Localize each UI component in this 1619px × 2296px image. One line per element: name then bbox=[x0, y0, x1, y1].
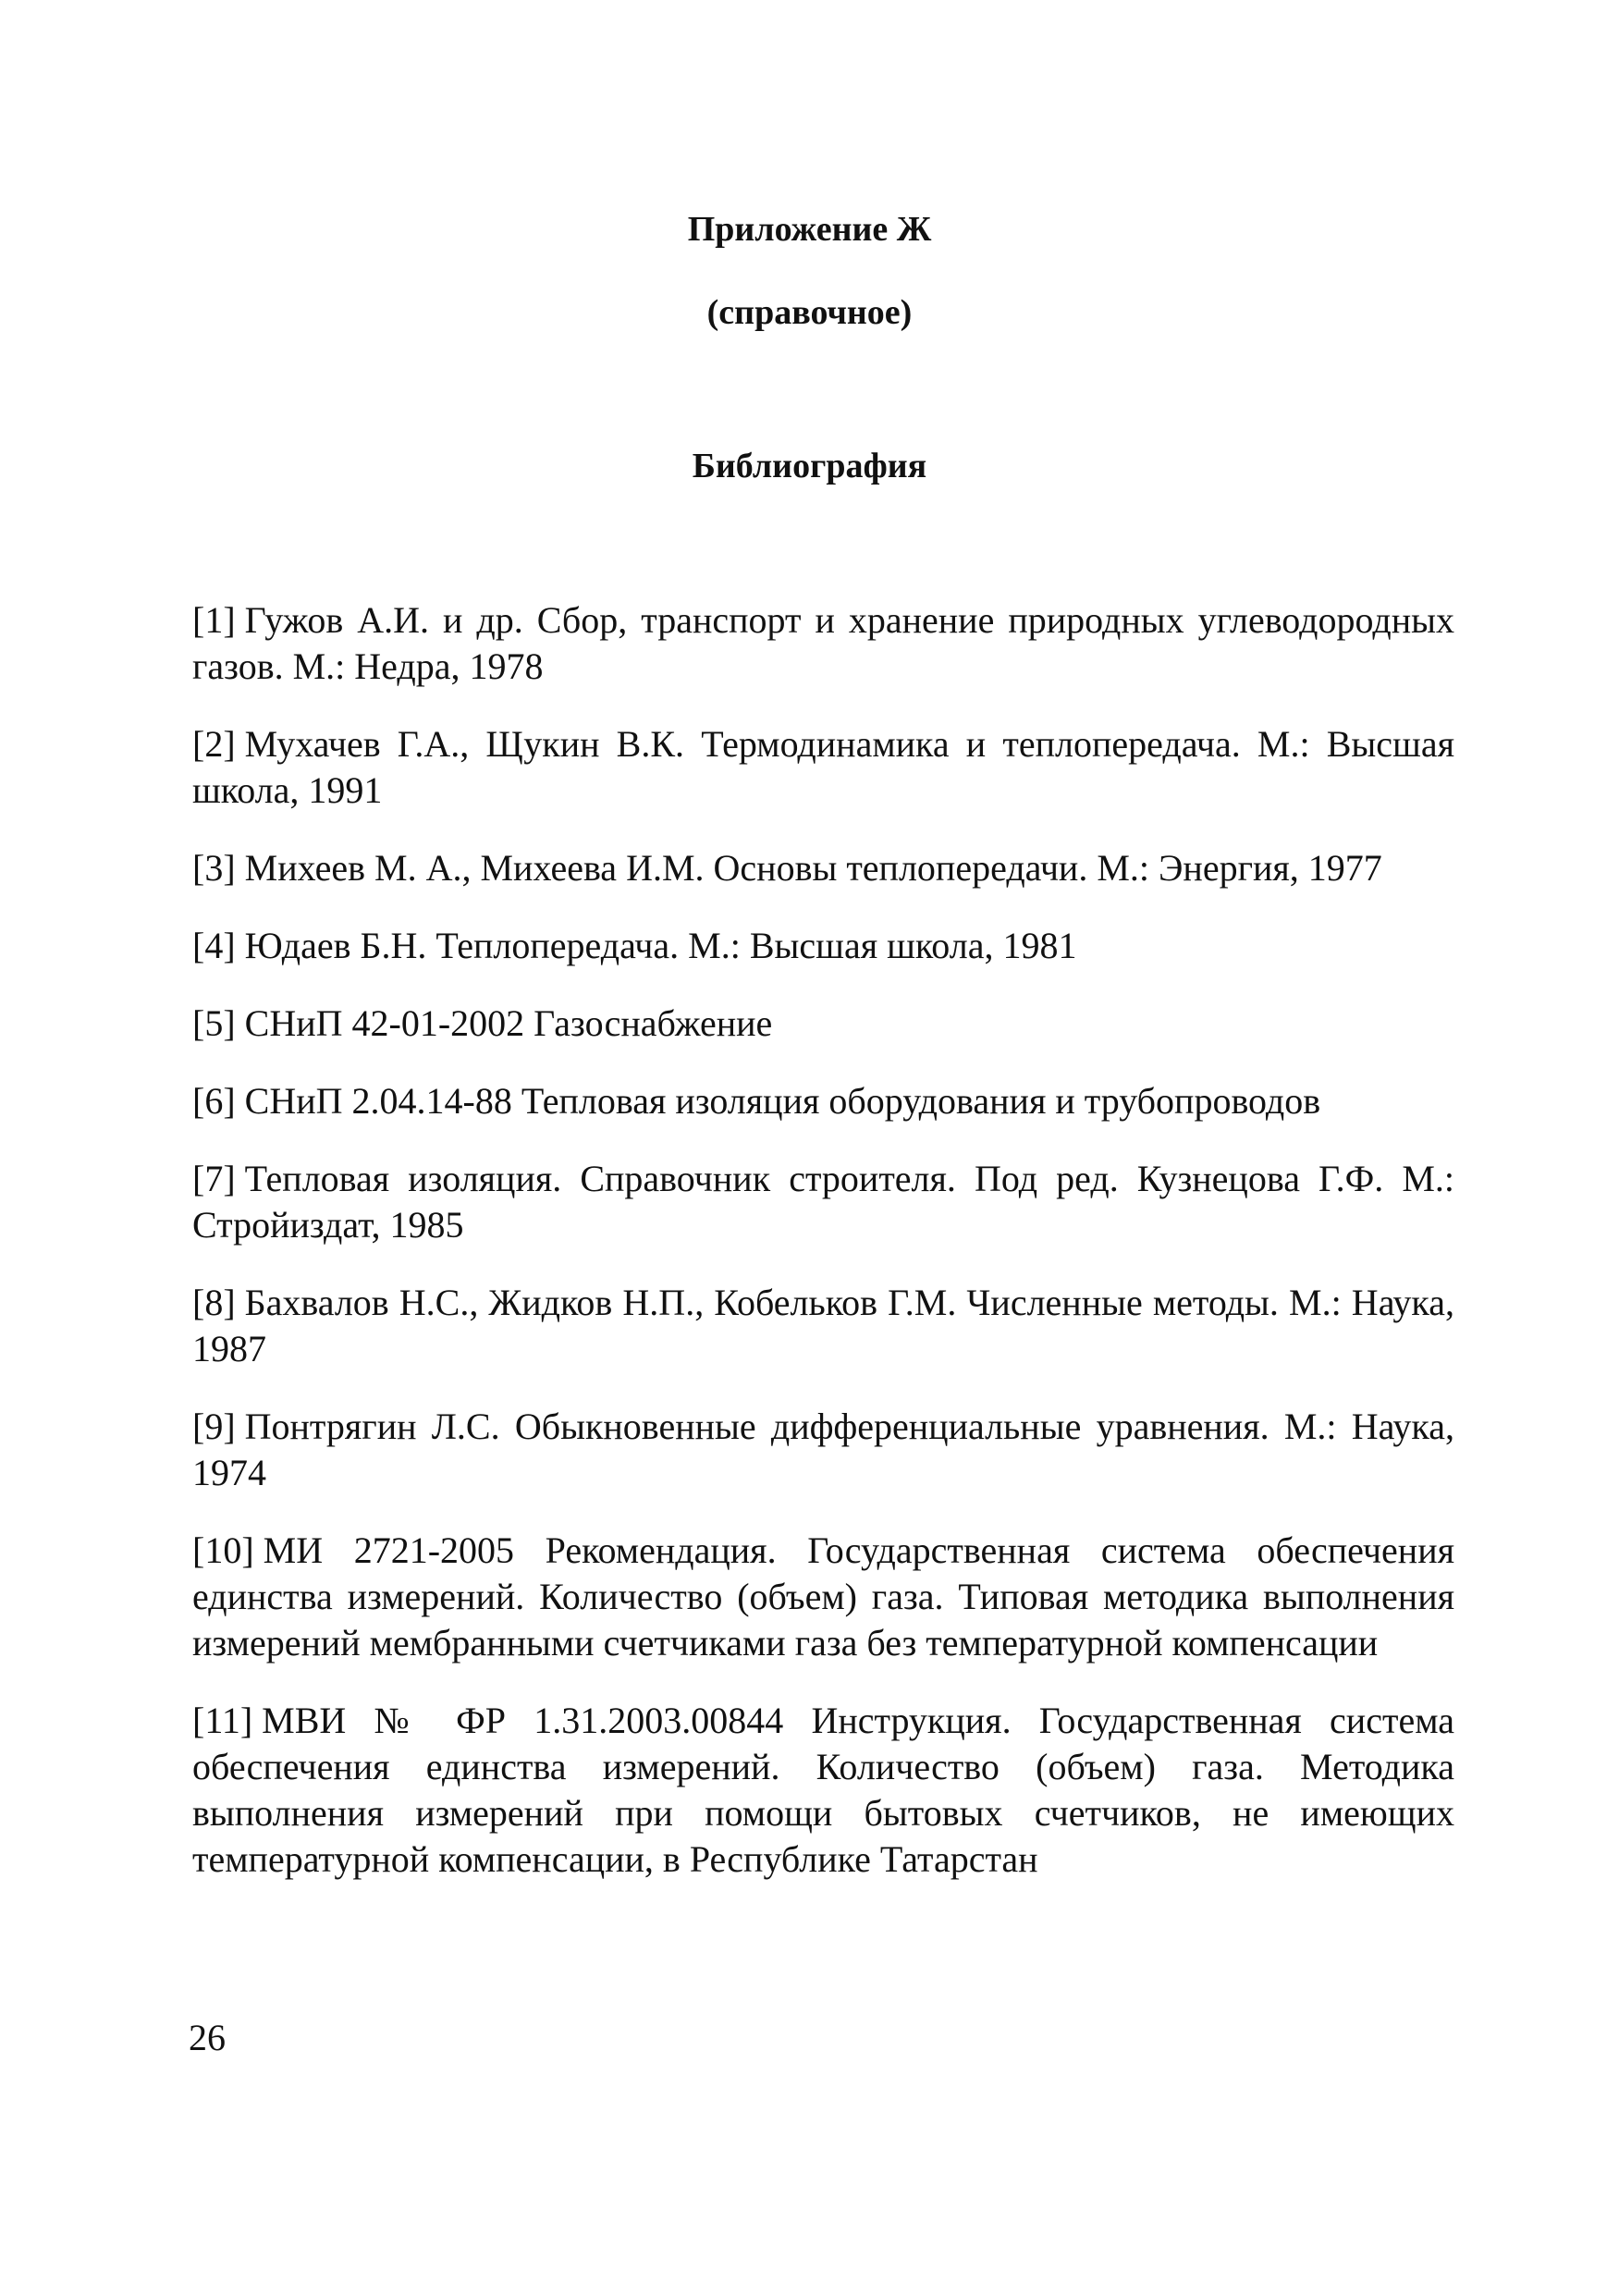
entry-text: СНиП 2.04.14-88 Тепловая изоляция оборудования и трубопроводов bbox=[244, 1080, 1321, 1122]
entry-number: [11] bbox=[192, 1700, 253, 1741]
entry-number: [8] bbox=[192, 1282, 236, 1323]
entry-text: Понтрягин Л.С. Обыкновенные дифференциальные уравнения. М.: Наука, 1974 bbox=[192, 1406, 1454, 1493]
entry-text: СНиП 42-01-2002 Газоснабжение bbox=[244, 1002, 773, 1044]
entry-text: Гужов А.И. и др. Сбор, транспорт и хранение природных углеводородных газов. М.: Недра, 1978 bbox=[192, 599, 1454, 687]
bibliography-entry bbox=[192, 923, 1454, 969]
bibliography-entry bbox=[192, 1698, 1454, 1883]
bibliography-entry bbox=[192, 721, 1454, 814]
bibliography-entry bbox=[192, 1078, 1454, 1124]
bibliography-title: Библиография bbox=[692, 447, 927, 485]
entry-text: МИ 2721-2005 Рекомендация. Государственная система обеспечения единства измерений. Количество (объем) газа. Типовая методика выполнения измерений мембранными счетчиками газа без температурной компенсации bbox=[192, 1529, 1454, 1664]
entry-number: [1] bbox=[192, 599, 236, 641]
page-number: 26 bbox=[189, 2017, 226, 2058]
bibliography-entry bbox=[192, 597, 1454, 690]
bibliography-entry bbox=[192, 1404, 1454, 1496]
entry-text: Мухачев Г.А., Щукин В.К. Термодинамика и теплопередача. М.: Высшая школа, 1991 bbox=[192, 723, 1454, 811]
entry-number: [5] bbox=[192, 1002, 236, 1044]
bibliography-entry bbox=[192, 1280, 1454, 1372]
entry-text: Михеев М. А., Михеева И.М. Основы теплопередачи. М.: Энергия, 1977 bbox=[244, 847, 1382, 889]
entry-text: Юдаев Б.Н. Теплопередача. М.: Высшая школа, 1981 bbox=[244, 925, 1077, 966]
bibliography-list bbox=[192, 597, 1454, 1914]
appendix-type: (справочное) bbox=[706, 293, 913, 332]
entry-number: [7] bbox=[192, 1158, 236, 1199]
bibliography-entry bbox=[192, 1528, 1454, 1666]
bibliography-entry bbox=[192, 1156, 1454, 1248]
bibliography-entry bbox=[192, 1001, 1454, 1047]
entry-number: [9] bbox=[192, 1406, 236, 1447]
entry-number: [6] bbox=[192, 1080, 236, 1122]
bibliography-entry bbox=[192, 845, 1454, 891]
entry-text: Тепловая изоляция. Справочник строителя. Под ред. Кузнецова Г.Ф. М.: Стройиздат, 1985 bbox=[192, 1158, 1454, 1246]
entry-text: МВИ № ФР 1.31.2003.00844 Инструкция. Государственная система обеспечения единства измерений. Количество (объем) газа. Методика выполнения измерений при помощи бытовых счетчиков, не имеющих температурной компенсации, в Республике Татарстан bbox=[192, 1700, 1454, 1880]
entry-text: Бахвалов Н.С., Жидков Н.П., Кобельков Г.М. Численные методы. М.: Наука, 1987 bbox=[192, 1282, 1454, 1369]
appendix-title: Приложение Ж bbox=[687, 210, 932, 249]
entry-number: [10] bbox=[192, 1529, 254, 1571]
entry-number: [2] bbox=[192, 723, 236, 765]
entry-number: [4] bbox=[192, 925, 236, 966]
entry-number: [3] bbox=[192, 847, 236, 889]
